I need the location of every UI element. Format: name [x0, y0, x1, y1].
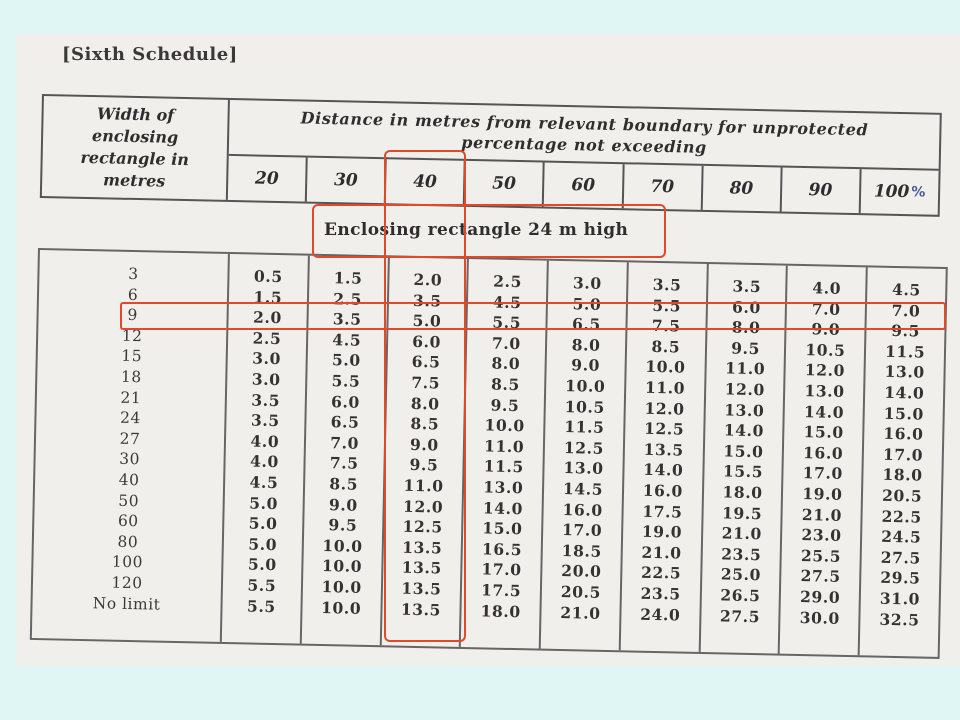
- distance-cell: 8.0: [410, 393, 440, 414]
- distance-cell: 6.0: [411, 331, 442, 352]
- distance-cell: 6.5: [571, 314, 602, 334]
- distance-cell: 17.5: [642, 501, 683, 522]
- schedule-title: [Sixth Schedule]: [62, 44, 238, 65]
- distance-cell: 13.5: [400, 599, 442, 620]
- distance-cell: 8.0: [571, 334, 601, 355]
- distance-cell: 6.5: [411, 352, 441, 372]
- distance-cell: 9.0: [409, 434, 440, 455]
- distance-cell: 12.0: [804, 360, 846, 381]
- distance-cell: 11.5: [483, 456, 525, 477]
- distance-cell: 14.0: [643, 460, 684, 480]
- distance-cell: 4.5: [249, 472, 279, 493]
- distance-cell: 9.0: [571, 355, 601, 376]
- distance-cell: 16.0: [642, 480, 684, 501]
- distance-cell: 3.5: [732, 276, 762, 297]
- distance-cell: 23.0: [801, 525, 842, 546]
- distance-cell: 18.0: [480, 600, 522, 621]
- distance-cell: 21.0: [801, 504, 843, 525]
- distance-cell: 16.5: [481, 539, 523, 559]
- section-label: Enclosing rectangle 24 m high: [324, 220, 629, 240]
- distance-cell: 27.5: [800, 566, 841, 587]
- distance-cell: 4.5: [891, 279, 922, 300]
- distance-cell: 29.5: [880, 568, 921, 588]
- distance-cell: 5.0: [331, 350, 361, 371]
- distance-cell: 14.0: [884, 382, 925, 403]
- distance-cell: 25.0: [720, 564, 762, 585]
- distance-cell: 4.0: [812, 278, 842, 298]
- percentage-header: 30: [307, 158, 387, 204]
- distance-cell: 2.5: [333, 288, 363, 309]
- distance-cell: 5.5: [331, 371, 361, 391]
- distance-cell: 5.5: [492, 312, 522, 333]
- distance-cell: 15.0: [482, 518, 523, 539]
- distance-cell: 2.5: [493, 271, 523, 292]
- distance-cell: 20.5: [560, 581, 602, 602]
- distance-header: Distance in metres from relevant boundary for unprotected percentage not exceeding: [229, 100, 940, 171]
- width-cell: 27: [119, 429, 141, 448]
- distance-cell: 7.0: [330, 432, 360, 453]
- distance-cell: 24.0: [639, 604, 681, 625]
- distance-cell: 8.0: [731, 317, 761, 338]
- percentage-header: 20: [228, 156, 308, 202]
- distance-cell: 25.5: [800, 545, 842, 566]
- distance-column: [302, 256, 390, 646]
- distance-cell: 23.5: [640, 583, 681, 604]
- distance-column: [381, 257, 469, 647]
- distance-table: [30, 248, 948, 659]
- width-cell: 3: [128, 264, 139, 284]
- distance-cell: 6.5: [330, 412, 360, 432]
- distance-column: [541, 261, 629, 651]
- distance-cell: 19.5: [721, 502, 763, 523]
- width-column-header: Width of enclosing rectangle in metres: [42, 96, 230, 200]
- width-cell: 60: [117, 511, 139, 531]
- header-table: [40, 94, 942, 217]
- distance-cell: 2.5: [252, 328, 282, 348]
- width-cell: No limit: [92, 593, 161, 614]
- distance-cell: 13.5: [643, 439, 684, 460]
- distance-cell: 11.5: [884, 341, 926, 362]
- distance-cell: 7.5: [329, 453, 359, 474]
- distance-cell: 9.5: [328, 515, 358, 535]
- distance-cell: 3.5: [652, 274, 682, 295]
- distance-cell: 9.5: [731, 338, 761, 358]
- distance-cell: 4.0: [250, 431, 280, 451]
- distance-cell: 12.5: [563, 437, 605, 458]
- distance-cell: 4.5: [332, 329, 362, 350]
- distance-cell: 11.0: [644, 377, 686, 398]
- distance-cell: 30.0: [799, 607, 841, 628]
- distance-cell: 9.5: [490, 395, 520, 415]
- width-cell: 30: [119, 450, 141, 469]
- percentage-header: 40: [386, 159, 466, 205]
- width-cell: 24: [119, 408, 142, 428]
- distance-cell: 21.0: [560, 602, 601, 623]
- distance-cell: 9.0: [328, 494, 358, 515]
- distance-cell: 9.0: [811, 319, 841, 340]
- distance-cell: 10.0: [320, 597, 362, 618]
- distance-cell: 11.5: [564, 417, 605, 438]
- distance-cell: 3.5: [412, 290, 443, 311]
- width-cell: 18: [120, 367, 142, 387]
- distance-cell: 18.0: [722, 482, 763, 503]
- width-cell: 80: [117, 532, 139, 551]
- distance-cell: 12.0: [644, 398, 685, 419]
- distance-cell: 10.0: [321, 576, 362, 597]
- distance-cell: 20.5: [881, 485, 923, 506]
- distance-cell: 31.0: [879, 588, 921, 609]
- distance-cell: 15.5: [722, 461, 764, 482]
- distance-cell: 5.0: [412, 311, 442, 331]
- distance-cell: 29.0: [799, 586, 841, 607]
- distance-cell: 5.0: [572, 293, 602, 314]
- distance-cell: 4.0: [249, 451, 280, 472]
- distance-cell: 17.0: [481, 559, 522, 580]
- distance-cell: 8.5: [410, 413, 440, 434]
- distance-cell: 22.5: [640, 563, 682, 583]
- distance-cell: 13.0: [884, 362, 926, 382]
- distance-cell: 8.5: [329, 474, 359, 494]
- distance-cell: 13.5: [401, 558, 443, 578]
- distance-cell: 9.5: [891, 321, 921, 341]
- distance-cell: 16.0: [883, 423, 924, 444]
- distance-cell: 13.0: [483, 477, 524, 498]
- distance-cell: 5.0: [248, 534, 278, 554]
- distance-cell: 14.0: [482, 497, 524, 518]
- distance-cell: 17.0: [802, 463, 844, 484]
- distance-cell: 10.5: [805, 339, 846, 360]
- distance-cell: 13.5: [401, 537, 443, 558]
- width-cell: 100: [111, 552, 144, 572]
- distance-column: [700, 264, 788, 654]
- width-cell: 9: [127, 306, 138, 325]
- distance-cell: 3.5: [332, 309, 362, 329]
- distance-cell: 4.5: [492, 292, 522, 312]
- distance-cell: 17.0: [561, 520, 603, 541]
- distance-cell: 24.5: [881, 526, 922, 547]
- distance-cell: 12.0: [402, 496, 444, 517]
- distance-cell: 9.5: [409, 455, 439, 475]
- width-cell: 40: [118, 470, 140, 490]
- distance-cell: 18.5: [561, 540, 603, 561]
- distance-cell: 1.5: [333, 268, 363, 288]
- distance-cell: 5.5: [246, 595, 277, 616]
- width-cell: 21: [120, 388, 142, 407]
- distance-cell: 10.0: [322, 535, 363, 556]
- percentage-header: 90: [781, 168, 861, 214]
- distance-cell: 17.0: [882, 444, 924, 465]
- distance-cell: 13.0: [724, 399, 765, 420]
- percentage-header: 50: [465, 161, 545, 207]
- distance-cell: 10.0: [564, 376, 606, 396]
- distance-cell: 12.5: [643, 418, 685, 439]
- distance-cell: 11.0: [403, 475, 444, 496]
- width-cell: 15: [121, 347, 143, 366]
- width-column: [32, 250, 230, 642]
- distance-cell: 27.5: [880, 547, 922, 568]
- distance-cell: 15.0: [883, 403, 925, 424]
- distance-cell: 6.0: [731, 297, 762, 317]
- distance-cell: 10.0: [484, 415, 525, 436]
- distance-cell: 16.0: [802, 442, 844, 463]
- distance-cell: 7.5: [651, 316, 681, 336]
- distance-cell: 5.0: [248, 513, 278, 534]
- distance-cell: 13.0: [804, 381, 845, 401]
- distance-cell: 7.0: [811, 298, 841, 319]
- distance-cell: 8.5: [490, 374, 521, 395]
- scanned-page: [16, 34, 960, 666]
- width-cell: 12: [121, 326, 143, 345]
- distance-cell: 18.0: [882, 465, 923, 485]
- distance-cell: 17.5: [480, 580, 522, 601]
- distance-cell: 19.0: [802, 483, 843, 504]
- distance-cell: 3.0: [252, 348, 282, 369]
- handwritten-percent-mark: %: [911, 184, 926, 201]
- distance-cell: 15.0: [723, 441, 764, 461]
- distance-cell: 22.5: [881, 506, 922, 527]
- distance-cell: 14.0: [723, 420, 765, 441]
- distance-cell: 7.0: [891, 300, 921, 321]
- distance-cell: 23.5: [721, 544, 762, 564]
- distance-cell: 3.5: [250, 410, 280, 431]
- distance-cell: 5.0: [247, 554, 277, 575]
- distance-cell: 5.0: [249, 493, 279, 513]
- distance-cell: 26.5: [720, 585, 761, 606]
- distance-cell: 6.0: [330, 391, 361, 412]
- distance-cell: 12.0: [724, 379, 766, 400]
- distance-cell: 1.5: [253, 287, 283, 307]
- distance-cell: 27.5: [719, 605, 761, 626]
- distance-column: [621, 262, 709, 652]
- distance-cell: 10.0: [321, 556, 363, 577]
- percentage-header: 60: [544, 163, 624, 209]
- distance-column: [222, 254, 310, 644]
- distance-cell: 21.0: [641, 542, 682, 563]
- distance-cell: 0.5: [253, 266, 283, 287]
- distance-cell: 2.0: [252, 307, 283, 328]
- distance-cell: 3.0: [572, 273, 602, 293]
- distance-cell: 13.0: [563, 458, 604, 479]
- distance-cell: 7.5: [411, 372, 441, 393]
- distance-cell: 14.5: [562, 478, 604, 499]
- distance-cell: 11.0: [724, 358, 766, 379]
- width-cell: 120: [111, 573, 143, 593]
- distance-column: [860, 267, 946, 657]
- distance-cell: 5.5: [652, 295, 682, 316]
- distance-cell: 32.5: [879, 609, 920, 630]
- distance-cell: 13.5: [401, 578, 442, 599]
- distance-cell: 8.5: [651, 336, 681, 357]
- distance-cell: 8.0: [491, 353, 521, 374]
- distance-cell: 3.0: [251, 369, 281, 390]
- distance-cell: 16.0: [562, 499, 603, 520]
- distance-cell: 7.0: [491, 333, 521, 353]
- distance-cell: 5.5: [247, 575, 277, 595]
- width-cell: 6: [127, 285, 139, 304]
- distance-cell: 20.0: [561, 561, 602, 582]
- distance-cell: 3.5: [251, 390, 281, 410]
- distance-cell: 11.0: [483, 436, 525, 456]
- distance-cell: 21.0: [721, 523, 763, 544]
- percentage-header: 70: [623, 164, 703, 210]
- distance-cell: 15.0: [803, 422, 844, 443]
- distance-column: [461, 259, 549, 649]
- distance-cell: 2.0: [413, 269, 443, 290]
- distance-column: [780, 266, 868, 656]
- distance-cell: 19.0: [641, 521, 683, 542]
- percentage-header: 80: [702, 166, 782, 212]
- distance-cell: 10.0: [645, 357, 686, 377]
- distance-cell: 14.0: [803, 401, 845, 422]
- percentage-header: 100 %: [873, 181, 926, 203]
- distance-cell: 10.5: [564, 396, 606, 417]
- width-cell: 50: [118, 491, 140, 510]
- distance-cell: 12.5: [402, 516, 443, 537]
